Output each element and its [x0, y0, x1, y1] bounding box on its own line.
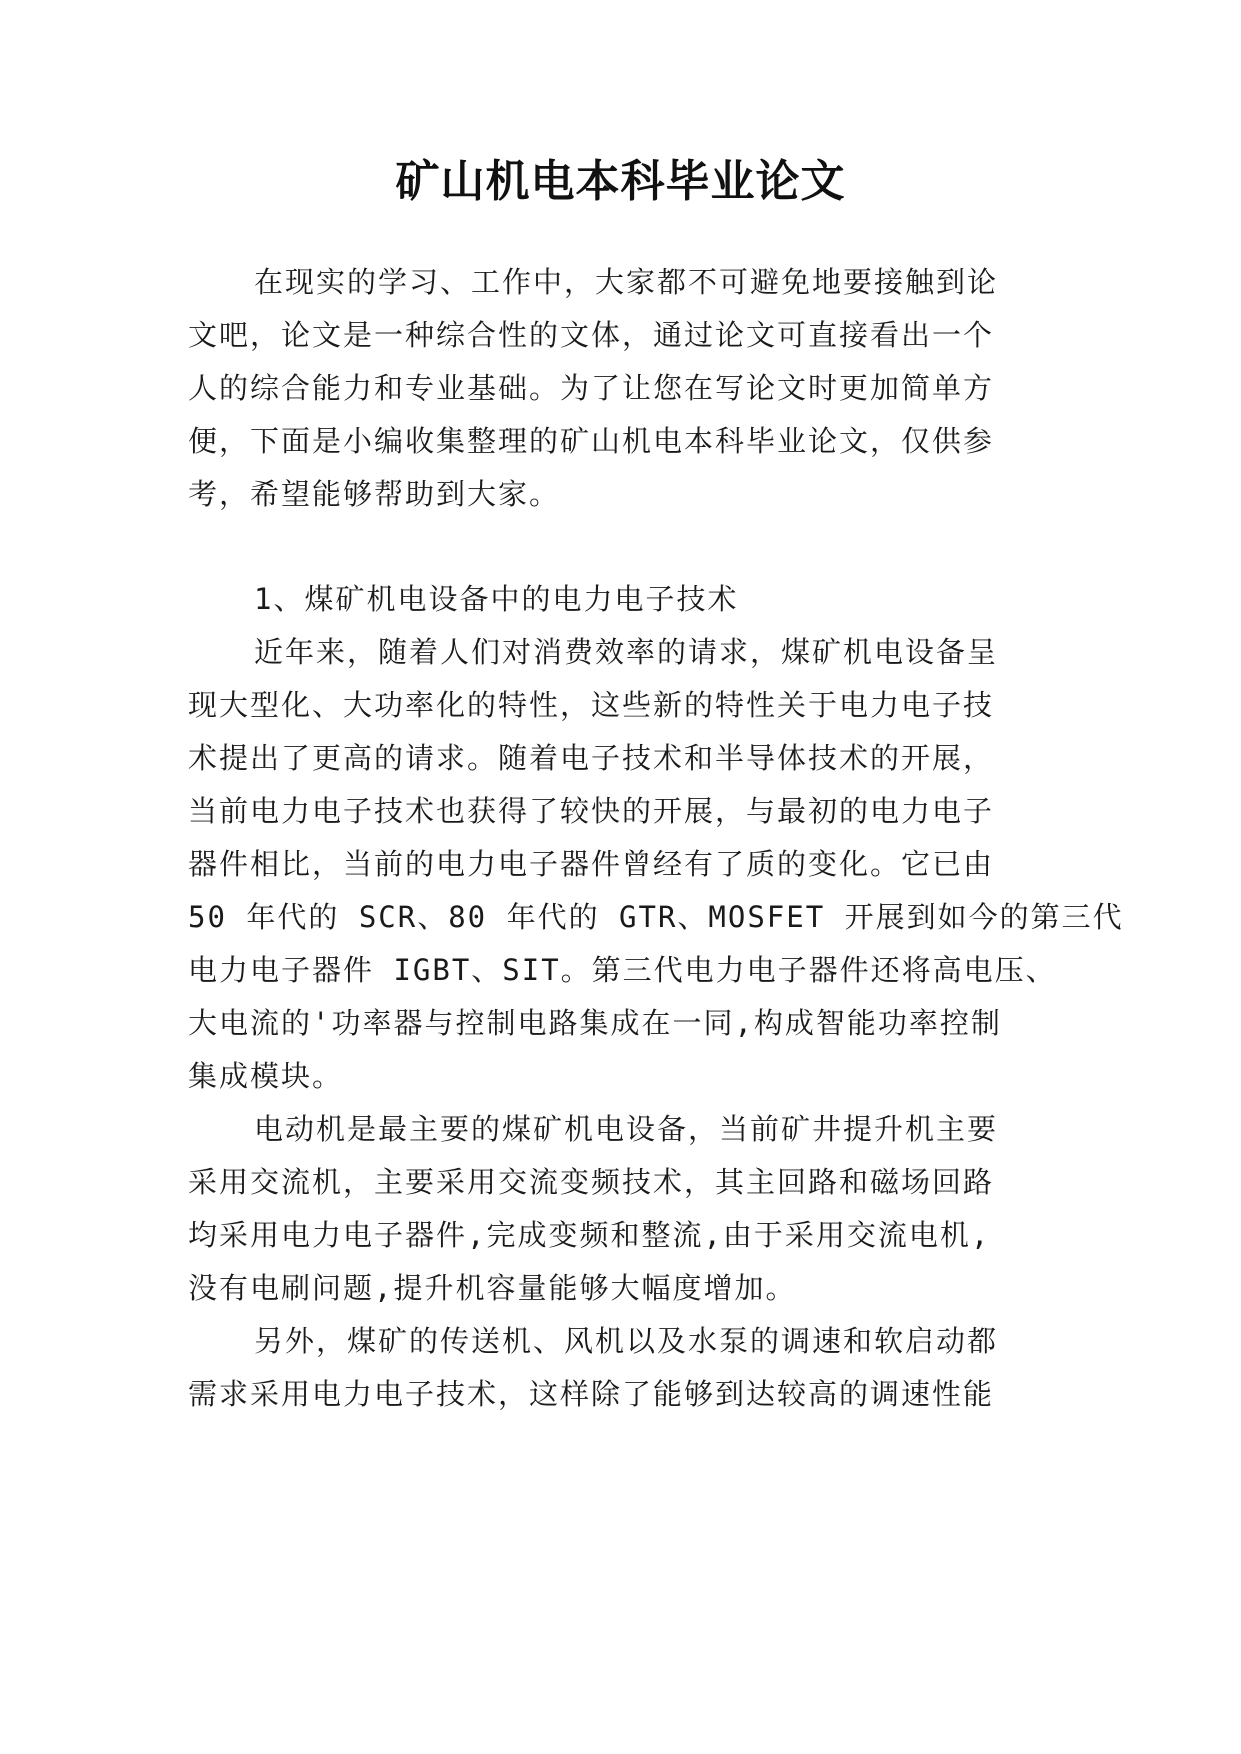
- para3-line-1: 另外，煤矿的传送机、风机以及水泵的调速和软启动都: [254, 1324, 999, 1358]
- para1-line-8: 大电流的'功率器与控制电路集成在一同,构成智能功率控制: [188, 1006, 1002, 1040]
- intro-line-4: 便，下面是小编收集整理的矿山机电本科毕业论文，仅供参: [188, 424, 995, 458]
- para1-line-5: 器件相比，当前的电力电子器件曾经有了质的变化。它已由: [188, 847, 995, 881]
- intro-line-3: 人的综合能力和专业基础。为了让您在写论文时更加简单方: [188, 371, 995, 405]
- section-heading: 1、煤矿机电设备中的电力电子技术: [254, 582, 739, 616]
- document-title: 矿山机电本科毕业论文: [395, 156, 846, 207]
- para1-line-3: 术提出了更高的请求。随着电子技术和半导体技术的开展，: [188, 741, 995, 775]
- para1-line-4: 当前电力电子技术也获得了较快的开展，与最初的电力电子: [188, 794, 995, 828]
- para1-line-6: 50 年代的 SCR、80 年代的 GTR、MOSFET 开展到如今的第三代: [188, 900, 1124, 934]
- para1-line-1: 近年来，随着人们对消费效率的请求，煤矿机电设备呈: [254, 635, 999, 669]
- para2-line-1: 电动机是最主要的煤矿机电设备，当前矿井提升机主要: [254, 1112, 999, 1146]
- intro-line-2: 文吧，论文是一种综合性的文体，通过论文可直接看出一个: [188, 318, 995, 352]
- para1-line-2: 现大型化、大功率化的特性，这些新的特性关于电力电子技: [188, 688, 995, 722]
- para3-line-2: 需求采用电力电子技术，这样除了能够到达较高的调速性能: [188, 1377, 995, 1411]
- para2-line-4: 没有电刷问题,提升机容量能够大幅度增加。: [188, 1271, 797, 1305]
- intro-line-1: 在现实的学习、工作中，大家都不可避免地要接触到论: [254, 265, 999, 299]
- para1-line-9: 集成模块。: [188, 1059, 344, 1093]
- para1-line-7: 电力电子器件 IGBT、SIT。第三代电力电子器件还将高电压、: [188, 953, 1057, 987]
- para2-line-3: 均采用电力电子器件,完成变频和整流,由于采用交流电机,: [188, 1218, 991, 1252]
- intro-line-5: 考，希望能够帮助到大家。: [188, 477, 561, 511]
- para2-line-2: 采用交流机，主要采用交流变频技术，其主回路和磁场回路: [188, 1165, 995, 1199]
